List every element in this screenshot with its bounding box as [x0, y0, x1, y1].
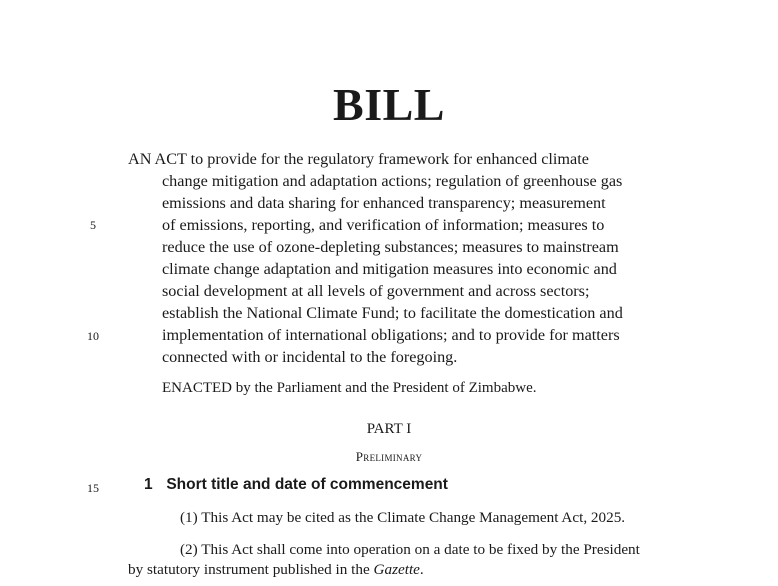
line-number-15: 15	[87, 481, 99, 495]
long-title-line: connected with or incidental to the foregoing.	[162, 348, 458, 366]
long-title-line: climate change adaptation and mitigation measures into economic and	[162, 260, 617, 278]
long-title-line: change mitigation and adaptation actions; regulation of greenhouse gas	[162, 172, 623, 190]
subsection-2-line	[128, 560, 674, 580]
subsection-1: (1) This Act may be cited as the Climate Change Management Act, 2025.	[180, 509, 626, 526]
document-title: BILL	[333, 79, 445, 130]
section-title: Short title and date of commencement	[166, 476, 448, 493]
subsection-2	[128, 540, 674, 580]
line-number-5: 5	[90, 218, 96, 232]
section-number: 1	[144, 476, 153, 493]
long-title-line: social development at all levels of government and across sectors;	[162, 282, 590, 300]
enacting-clause: ENACTED by the Parliament and the President of Zimbabwe.	[162, 380, 537, 396]
gazette-text: Gazette	[373, 561, 420, 578]
long-title-line: of emissions, reporting, and verification of information; measures to	[162, 216, 605, 234]
long-title-line: implementation of international obligations; and to provide for matters	[162, 326, 620, 344]
long-title	[128, 148, 674, 368]
long-title-line: establish the National Climate Fund; to facilitate the domestication and	[162, 304, 623, 322]
section-heading	[144, 476, 448, 494]
part-heading: Preliminary	[355, 449, 423, 464]
line-number-10: 10	[87, 329, 99, 343]
subsection-2-period: .	[419, 561, 424, 578]
long-title-line: emissions and data sharing for enhanced transparency; measurement	[162, 194, 606, 212]
part-label: PART I	[366, 421, 412, 437]
subsection-2-text: by statutory instrument published in the	[128, 561, 374, 578]
long-title-line: AN ACT to provide for the regulatory framework for enhanced climate	[128, 150, 589, 168]
subsection-2-line: (2) This Act shall come into operation on a date to be fixed by the President	[180, 541, 640, 558]
long-title-line: reduce the use of ozone-depleting substances; measures to mainstream	[162, 238, 619, 256]
